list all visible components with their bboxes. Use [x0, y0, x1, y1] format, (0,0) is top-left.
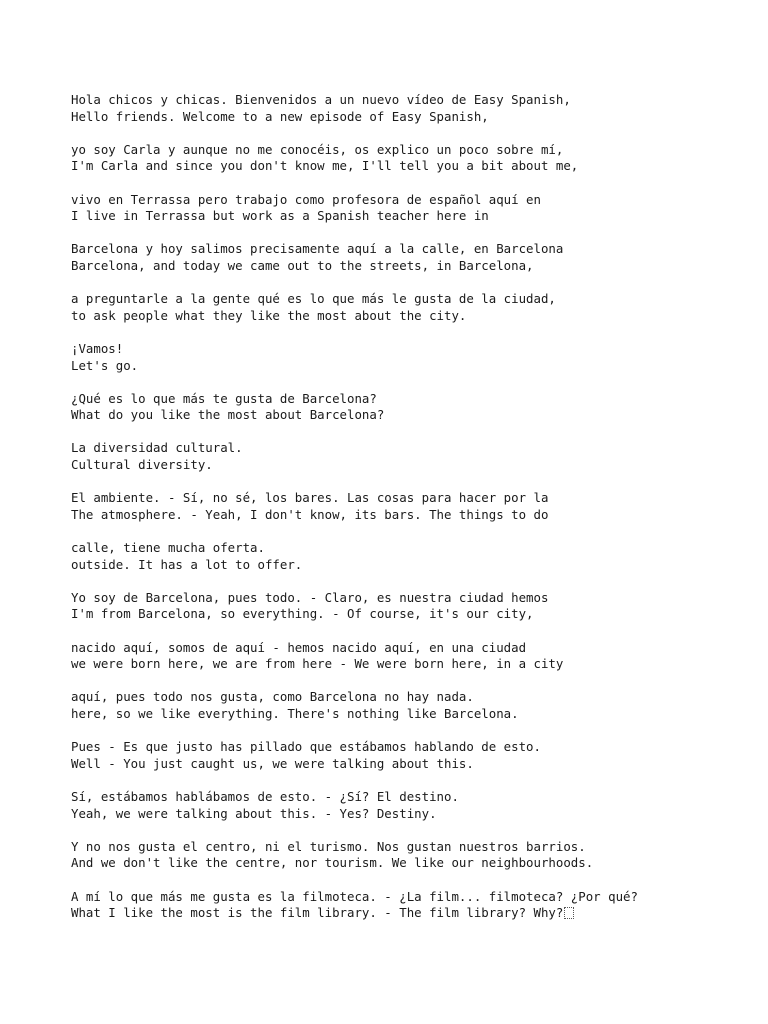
transcript-pair-12: [71, 640, 751, 673]
transcript-pair-8: [71, 440, 751, 473]
unknown-character-glyph-icon: [564, 907, 574, 919]
spanish-line: Y no nos gusta el centro, ni el turismo. Nos gustan nuestros barrios.: [71, 838, 586, 854]
transcript-document: [71, 92, 751, 938]
english-line: I'm from Barcelona, so everything. - Of course, it's our city,: [71, 606, 534, 622]
transcript-pair-11: [71, 590, 751, 623]
transcript-pair-4: [71, 241, 751, 274]
english-line: Well - You just caught us, we were talking about this.: [71, 755, 474, 771]
spanish-line: Pues - Es que justo has pillado que estábamos hablando de esto.: [71, 739, 541, 755]
spanish-line: La diversidad cultural.: [71, 440, 243, 456]
spanish-line: A mí lo que más me gusta es la filmoteca. - ¿La film... filmoteca? ¿Por qué?: [71, 888, 638, 904]
english-line: outside. It has a lot to offer.: [71, 556, 303, 572]
english-line: Cultural diversity.: [71, 457, 213, 473]
transcript-pair-17: [71, 889, 751, 922]
english-line: Barcelona, and today we came out to the streets, in Barcelona,: [71, 257, 534, 273]
english-line: I'm Carla and since you don't know me, I'll tell you a bit about me,: [71, 158, 579, 174]
spanish-line: vivo en Terrassa pero trabajo como profesora de español aquí en: [71, 191, 541, 207]
english-line: to ask people what they like the most about the city.: [71, 307, 467, 323]
transcript-pair-9: [71, 490, 751, 523]
transcript-pair-16: [71, 839, 751, 872]
english-line: I live in Terrassa but work as a Spanish teacher here in: [71, 208, 489, 224]
transcript-pair-10: [71, 540, 751, 573]
transcript-pair-14: [71, 739, 751, 772]
english-line: Hello friends. Welcome to a new episode of Easy Spanish,: [71, 108, 489, 124]
spanish-line: calle, tiene mucha oferta.: [71, 540, 265, 556]
transcript-pair-2: [71, 142, 751, 175]
english-line: Yeah, we were talking about this. - Yes? Destiny.: [71, 805, 437, 821]
english-line: Let's go.: [71, 357, 139, 373]
transcript-pair-15: [71, 789, 751, 822]
transcript-pair-7: [71, 391, 751, 424]
spanish-line: El ambiente. - Sí, no sé, los bares. Las cosas para hacer por la: [71, 490, 549, 506]
transcript-pair-3: [71, 192, 751, 225]
transcript-pair-1: [71, 92, 751, 125]
spanish-line: a preguntarle a la gente qué es lo que más le gusta de la ciudad,: [71, 291, 556, 307]
transcript-pair-6: [71, 341, 751, 374]
spanish-line: Hola chicos y chicas. Bienvenidos a un nuevo vídeo de Easy Spanish,: [71, 92, 571, 107]
english-line: we were born here, we are from here - We were born here, in a city: [71, 656, 564, 672]
spanish-line: nacido aquí, somos de aquí - hemos nacido aquí, en una ciudad: [71, 639, 527, 655]
english-line-with-glyph: [71, 905, 751, 922]
spanish-line: Sí, estábamos hablábamos de esto. - ¿Sí? El destino.: [71, 788, 459, 804]
spanish-line: Yo soy de Barcelona, pues todo. - Claro, es nuestra ciudad hemos: [71, 589, 549, 605]
spanish-line: aquí, pues todo nos gusta, como Barcelona no hay nada.: [71, 689, 474, 705]
spanish-line: ¡Vamos!: [71, 340, 124, 356]
transcript-pair-13: [71, 689, 751, 722]
spanish-line: ¿Qué es lo que más te gusta de Barcelona?: [71, 390, 377, 406]
english-line: The atmosphere. - Yeah, I don't know, its bars. The things to do: [71, 506, 549, 522]
spanish-line: yo soy Carla y aunque no me conocéis, os explico un poco sobre mí,: [71, 141, 564, 157]
english-line: What I like the most is the film library. - The film library? Why?: [71, 905, 564, 921]
spanish-line: Barcelona y hoy salimos precisamente aquí a la calle, en Barcelona: [71, 241, 564, 257]
english-line: What do you like the most about Barcelona?: [71, 407, 385, 423]
english-line: here, so we like everything. There's nothing like Barcelona.: [71, 705, 519, 721]
transcript-pair-5: [71, 291, 751, 324]
english-line: And we don't like the centre, nor tourism. We like our neighbourhoods.: [71, 855, 594, 871]
